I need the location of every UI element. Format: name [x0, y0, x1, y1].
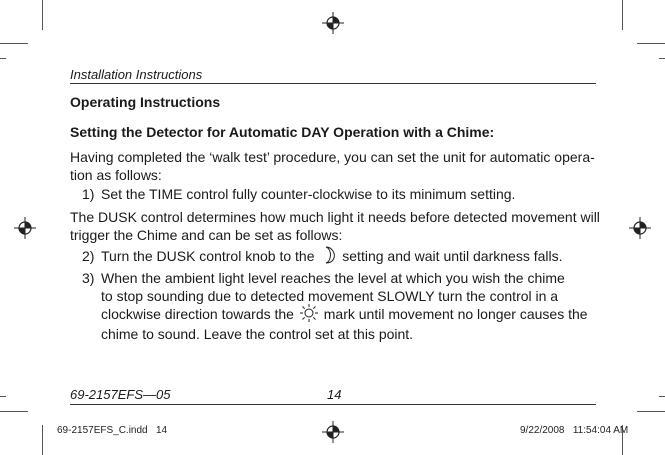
page-number: 14: [327, 387, 342, 402]
dusk-line: trigger the Chime and can be set as follows:: [70, 227, 343, 243]
step-text: [101, 247, 601, 267]
crop-mark: [659, 396, 665, 397]
step-line: chime to sound. Leave the control set at this point.: [101, 326, 414, 343]
step-number: 3): [82, 270, 95, 286]
sun-icon: [298, 303, 320, 323]
crop-mark: [42, 425, 43, 455]
step-number: 1): [82, 186, 95, 202]
crop-mark: [0, 411, 28, 412]
step-text-part: clockwise direction towards the: [101, 306, 294, 322]
crop-mark: [0, 396, 6, 397]
document-number: 69-2157EFS—05: [70, 387, 171, 402]
crop-mark: [622, 0, 623, 30]
footer-rule: [70, 404, 596, 405]
registration-mark-icon: [629, 217, 651, 239]
crop-mark: [0, 43, 28, 44]
crop-mark: [659, 58, 665, 59]
step-text-part: setting and wait until darkness falls.: [342, 248, 563, 264]
registration-mark-icon: [322, 12, 344, 34]
moon-icon: [318, 245, 338, 265]
registration-mark-icon: [322, 421, 344, 443]
running-header: Installation Instructions: [70, 67, 203, 82]
step-line: [101, 305, 601, 325]
crop-mark: [0, 58, 6, 59]
step-text: [101, 269, 601, 343]
step-text: Set the TIME control fully counter-clockwise to its minimum setting.: [101, 186, 516, 202]
crop-mark: [637, 411, 665, 412]
step-line: to stop sounding due to detected movement SLOWLY turn the control in a: [101, 288, 559, 304]
slug-file-info: 69-2157EFS_C.indd 14: [57, 425, 168, 436]
step-text-part: Turn the DUSK control knob to the: [101, 248, 315, 264]
slug-timestamp: 9/22/2008 11:54:04 AM: [520, 425, 629, 436]
dusk-line: The DUSK control determines how much light it needs before detected movement will: [70, 209, 600, 225]
step-line: When the ambient light level reaches the level at which you wish the chime: [101, 270, 565, 286]
crop-mark: [42, 0, 43, 30]
intro-line: Having completed the ‘walk test’ procedure, you can set the unit for automatic opera-: [70, 149, 595, 165]
intro-line: tion as follows:: [70, 167, 162, 183]
step-text-part: mark until movement no longer causes the: [323, 306, 588, 322]
registration-mark-icon: [14, 217, 36, 239]
crop-mark: [637, 43, 665, 44]
section-subheading: Setting the Detector for Automatic DAY Operation with a Chime:: [70, 124, 495, 140]
section-heading: Operating Instructions: [70, 94, 221, 110]
dusk-paragraph: [70, 208, 600, 244]
header-rule: [70, 83, 596, 84]
step-number: 2): [82, 248, 95, 264]
intro-paragraph: [70, 148, 600, 184]
